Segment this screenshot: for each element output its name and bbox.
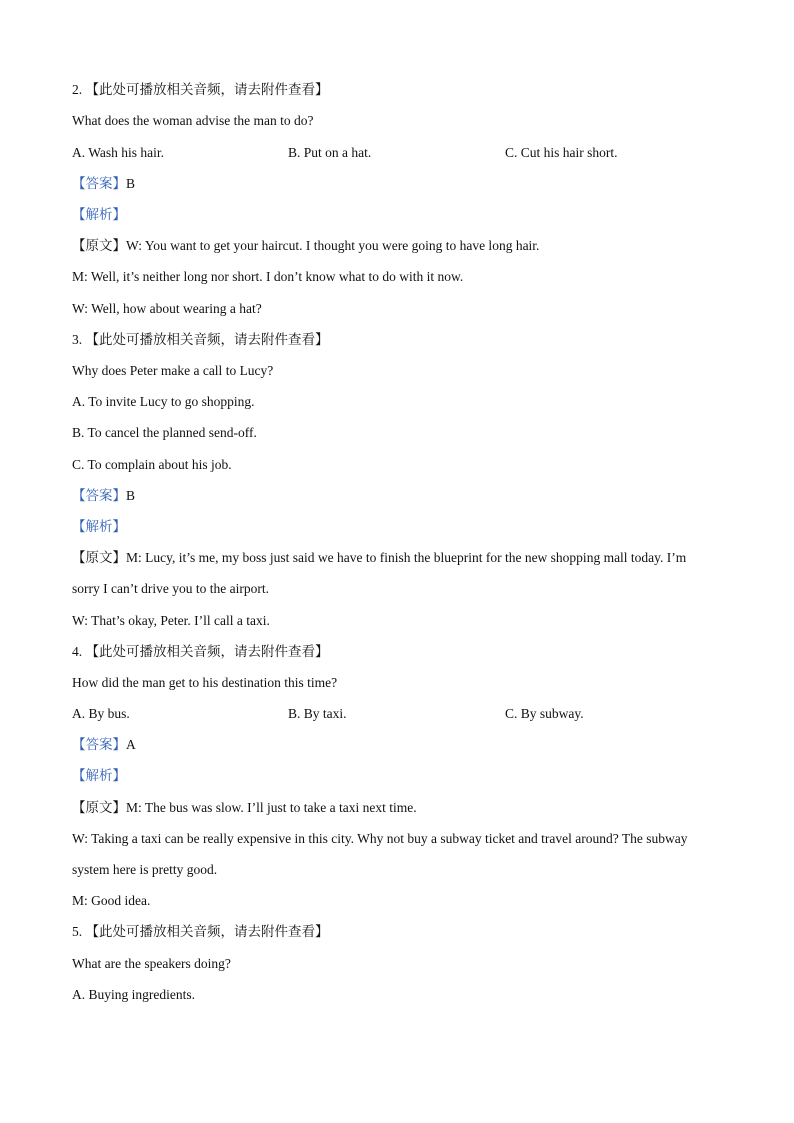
q2-answer: B	[126, 176, 136, 191]
q5-question: What are the speakers doing?	[72, 956, 231, 971]
q3-transcript-text-1: M: Lucy, it’s me, my boss just said we have to finish the blueprint for the new shopping mall today. I’m	[126, 550, 687, 565]
q2-transcript-text-1: W: You want to get your haircut. I thought you were going to have long hair.	[126, 238, 540, 253]
q2-option-b: B. Put on a hat.	[288, 145, 372, 160]
q4-transcript-line-1	[72, 800, 417, 816]
q2-analysis-label: 【解析】	[72, 207, 126, 222]
q3-answer-label: 【答案】	[72, 488, 126, 503]
q3-transcript-label: 【原文】	[72, 550, 126, 565]
q3-question: Why does Peter make a call to Lucy?	[72, 363, 274, 378]
q4-option-c: C. By subway.	[505, 706, 584, 721]
q4-transcript-line-4: M: Good idea.	[72, 893, 151, 908]
q3-option-b: B. To cancel the planned send-off.	[72, 425, 257, 440]
q2-header: 2. 【此处可播放相关音频，请去附件查看】	[72, 82, 329, 97]
q4-option-b: B. By taxi.	[288, 706, 347, 721]
q3-answer-line	[72, 488, 135, 504]
q4-transcript-line-2: W: Taking a taxi can be really expensive in this city. Why not buy a subway ticket and travel around? The subway	[72, 831, 688, 846]
q3-option-c: C. To complain about his job.	[72, 457, 232, 472]
q2-transcript-line-2: M: Well, it’s neither long nor short. I don’t know what to do with it now.	[72, 269, 464, 284]
q4-transcript-line-3: system here is pretty good.	[72, 862, 218, 877]
q2-answer-line	[72, 176, 135, 192]
q5-option-a: A. Buying ingredients.	[72, 987, 195, 1002]
q3-header: 3. 【此处可播放相关音频，请去附件查看】	[72, 332, 329, 347]
q3-answer: B	[126, 488, 136, 503]
q4-answer: A	[126, 737, 136, 752]
q4-transcript-text-1: M: The bus was slow. I’ll just to take a taxi next time.	[126, 800, 417, 815]
q2-option-c: C. Cut his hair short.	[505, 145, 618, 160]
q4-question: How did the man get to his destination this time?	[72, 675, 338, 690]
q3-transcript-line-2: sorry I can’t drive you to the airport.	[72, 581, 269, 596]
q4-header: 4. 【此处可播放相关音频，请去附件查看】	[72, 644, 329, 659]
q3-transcript-line-1	[72, 550, 686, 566]
q2-answer-label: 【答案】	[72, 176, 126, 191]
q3-analysis-label: 【解析】	[72, 519, 126, 534]
q4-options	[72, 706, 752, 722]
q2-transcript-line-1	[72, 238, 539, 254]
q4-answer-line	[72, 737, 136, 753]
q4-answer-label: 【答案】	[72, 737, 126, 752]
q2-question: What does the woman advise the man to do?	[72, 113, 314, 128]
q5-header: 5. 【此处可播放相关音频，请去附件查看】	[72, 924, 329, 939]
q3-transcript-line-3: W: That’s okay, Peter. I’ll call a taxi.	[72, 613, 270, 628]
q4-analysis-label: 【解析】	[72, 768, 126, 783]
q2-options	[72, 145, 752, 161]
q4-transcript-label: 【原文】	[72, 800, 126, 815]
q2-transcript-label: 【原文】	[72, 238, 126, 253]
q4-option-a: A. By bus.	[72, 706, 130, 721]
q3-option-a: A. To invite Lucy to go shopping.	[72, 394, 255, 409]
q2-transcript-line-3: W: Well, how about wearing a hat?	[72, 301, 262, 316]
q2-option-a: A. Wash his hair.	[72, 145, 165, 160]
